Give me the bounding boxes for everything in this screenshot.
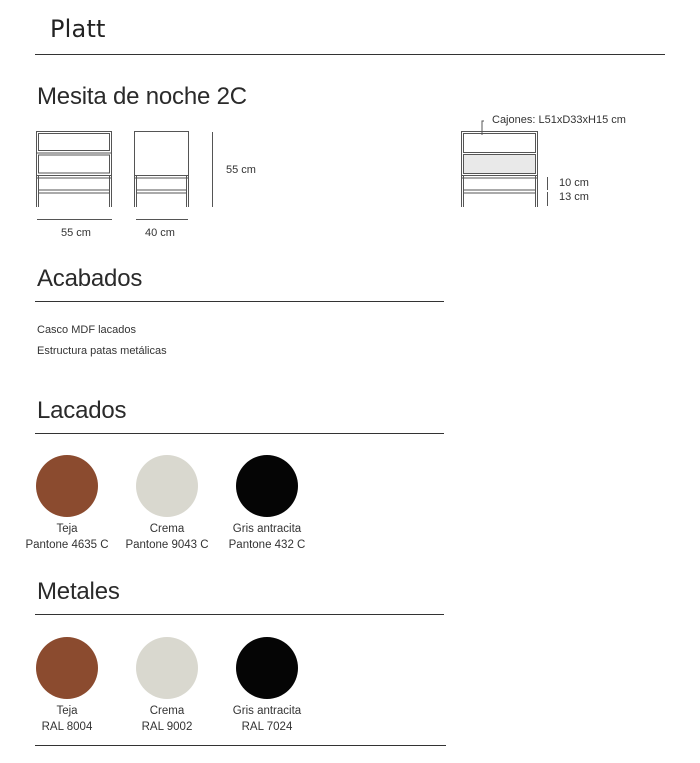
finish-item: Estructura patas metálicas <box>37 345 167 357</box>
drawer-dim-tick-b <box>547 192 548 206</box>
width-dimension-line <box>37 219 112 220</box>
swatch-code: Pantone 4635 C <box>25 539 109 551</box>
lacquered-divider <box>35 433 444 434</box>
front-view-drawing <box>35 130 115 212</box>
brand-name: Platt <box>50 15 106 43</box>
header-divider <box>35 54 665 55</box>
swatch-code: Pantone 432 C <box>228 539 306 551</box>
drawer-dim-a: 10 cm <box>559 177 589 189</box>
drawer-dim-tick-a <box>547 177 548 190</box>
swatch-name: Teja <box>56 523 78 535</box>
swatch-code: Pantone 9043 C <box>125 539 209 551</box>
swatch-code: RAL 7024 <box>241 721 293 733</box>
metal-label-crema <box>112 703 222 735</box>
product-title: Mesita de noche 2C <box>37 83 247 110</box>
metal-swatch-teja <box>36 637 98 699</box>
swatch-name: Crema <box>149 705 185 717</box>
metal-label-gris-antracita <box>212 703 322 735</box>
depth-dimension-line <box>136 219 188 220</box>
drawer-detail-drawing <box>458 113 543 211</box>
swatch-code: RAL 9002 <box>141 721 193 733</box>
swatch-name: Gris antracita <box>232 705 302 717</box>
lacquered-title: Lacados <box>37 397 127 424</box>
lacquer-swatch-gris-antracita <box>236 455 298 517</box>
depth-label: 40 cm <box>145 227 175 239</box>
lacquer-swatch-teja <box>36 455 98 517</box>
footer-divider <box>35 745 446 746</box>
height-label: 55 cm <box>226 164 256 176</box>
lacquer-swatch-crema <box>136 455 198 517</box>
finishes-title: Acabados <box>37 265 143 292</box>
lacquer-label-teja <box>12 521 122 553</box>
drawer-dim-b: 13 cm <box>559 191 589 203</box>
metal-swatch-crema <box>136 637 198 699</box>
metals-title: Metales <box>37 578 120 605</box>
width-label: 55 cm <box>61 227 91 239</box>
side-view-drawing <box>133 130 191 212</box>
swatch-code: RAL 8004 <box>41 721 93 733</box>
swatch-name: Crema <box>149 523 185 535</box>
finishes-divider <box>35 301 444 302</box>
swatch-name: Teja <box>56 705 78 717</box>
height-dimension-line <box>212 132 213 207</box>
metal-label-teja <box>12 703 122 735</box>
lacquer-label-crema <box>112 521 222 553</box>
metal-swatch-gris-antracita <box>236 637 298 699</box>
lacquer-label-gris-antracita <box>212 521 322 553</box>
drawer-note: Cajones: L51xD33xH15 cm <box>492 114 626 126</box>
swatch-name: Gris antracita <box>232 523 302 535</box>
finish-item: Casco MDF lacados <box>37 324 137 336</box>
metals-divider <box>35 614 444 615</box>
